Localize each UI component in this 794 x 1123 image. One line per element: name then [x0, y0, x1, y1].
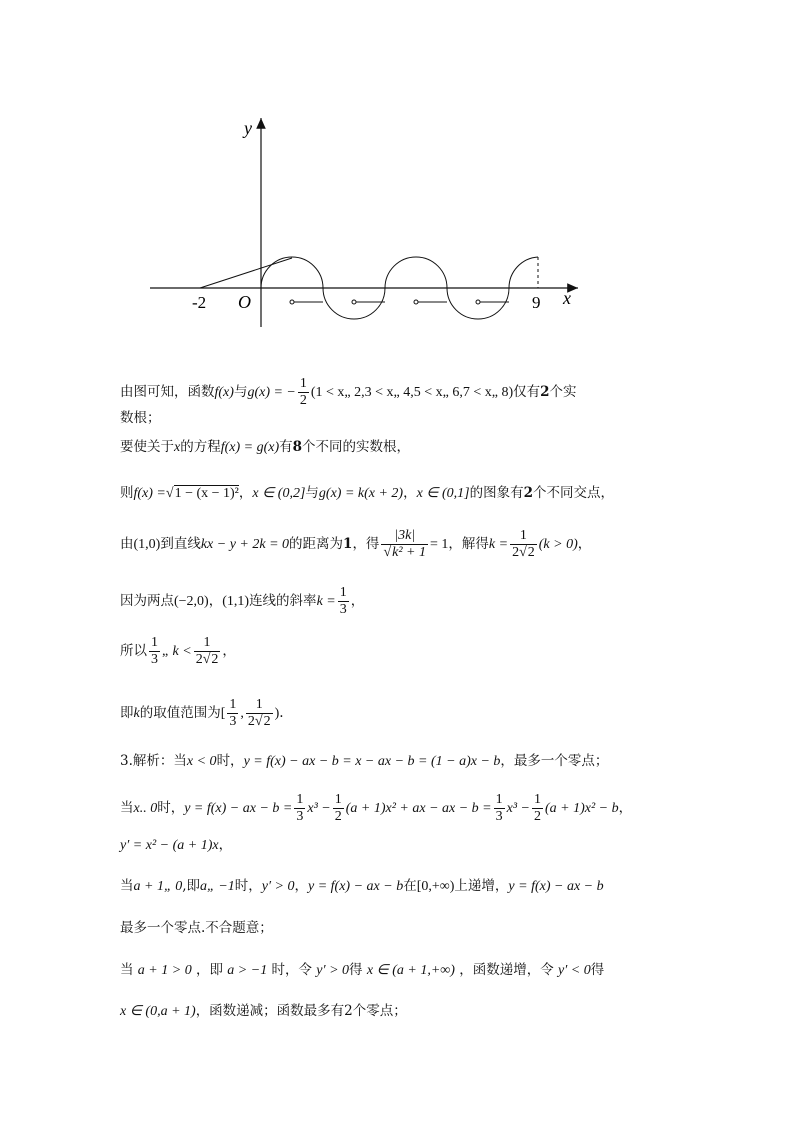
- text-line-15: x ∈ (0,a + 1)，函数递减；函数最多有2个零点；: [120, 1003, 407, 1019]
- curve-arc-3: [385, 257, 447, 288]
- text-line-2: 数根；: [120, 410, 161, 426]
- text-line-13: 最多一个零点.不合题意；: [120, 920, 273, 936]
- text-line-1: 由图可知，函数f(x)与g(x) = − $\frac{1}{2}$ (1 < x„ 2,3 < x„ 4,5 < x„ 6,7 < x„ 8)仅有2个实: [120, 376, 577, 408]
- text-line-3: 要使关于x的方程f(x) = g(x)有8个不同的实数根，: [120, 439, 411, 455]
- text-line-5: 由(1,0)到直线kx − y + 2k = 0的距离为1，得 $\frac{|3k|}{\text{√k² + 1}}$ = 1，解得k = $\frac{1}{2√2}$ (k > 0)，: [120, 528, 592, 560]
- text-line-6: 因为两点(−2,0)，(1,1)连线的斜率k = $\frac{1}{3}$ ，: [120, 585, 365, 617]
- text-line-4: 则f(x) =√1 − (x − 1)²，x ∈ (0,2]与g(x) = k(x + 2)，x ∈ (0,1]的图象有2个不同交点，: [120, 485, 615, 501]
- text-line-7: 所以 $\frac{1}{3}$ „ k < $\frac{1}{2√2}$ ，: [120, 635, 236, 667]
- text-line-12: 当a + 1„ 0,即a„ −1时，y′ > 0，y = f(x) − ax − b在[0,+∞)上递增，y = f(x) − ax − b: [120, 878, 604, 894]
- y-axis-label: y: [244, 118, 252, 138]
- tick-label-neg2: -2: [192, 293, 207, 312]
- line-segment: [200, 258, 292, 288]
- text-line-11: y′ = x² − (a + 1)x，: [120, 837, 233, 853]
- text-line-10: 当x.. 0时，y = f(x) − ax − b = $\frac{1}{3}$ x³ − $\frac{1}{2}$ (a + 1)x² + ax − ax − b = $\frac{1}{3}$ x³ − $\frac{1}{2}$ (a + 1)x² − b，: [120, 792, 633, 824]
- text-line-8: 即k的取值范围为[ $\frac{1}{3}$ , $\frac{1}{2√2}$ ).: [120, 697, 284, 729]
- curve-arc-1: [261, 257, 323, 288]
- open-point-4: [476, 300, 480, 304]
- function-graph: [140, 112, 590, 327]
- tick-label-9: 9: [532, 293, 541, 312]
- text-line-9: 3.解析：当x < 0时，y = f(x) − ax − b = x − ax − b = (1 − a)x − b，最多一个零点；: [120, 753, 609, 769]
- open-point-2: [352, 300, 356, 304]
- text-line-14: 当 a + 1 > 0 ，即 a > −1 时，令 y′ > 0得 x ∈ (a + 1,+∞) ，函数递增，令 y′ < 0得: [120, 962, 605, 978]
- open-point-3: [414, 300, 418, 304]
- curve-arc-5: [509, 257, 538, 288]
- x-axis-label: x: [563, 288, 571, 308]
- origin-label: O: [238, 292, 251, 312]
- open-point-1: [290, 300, 294, 304]
